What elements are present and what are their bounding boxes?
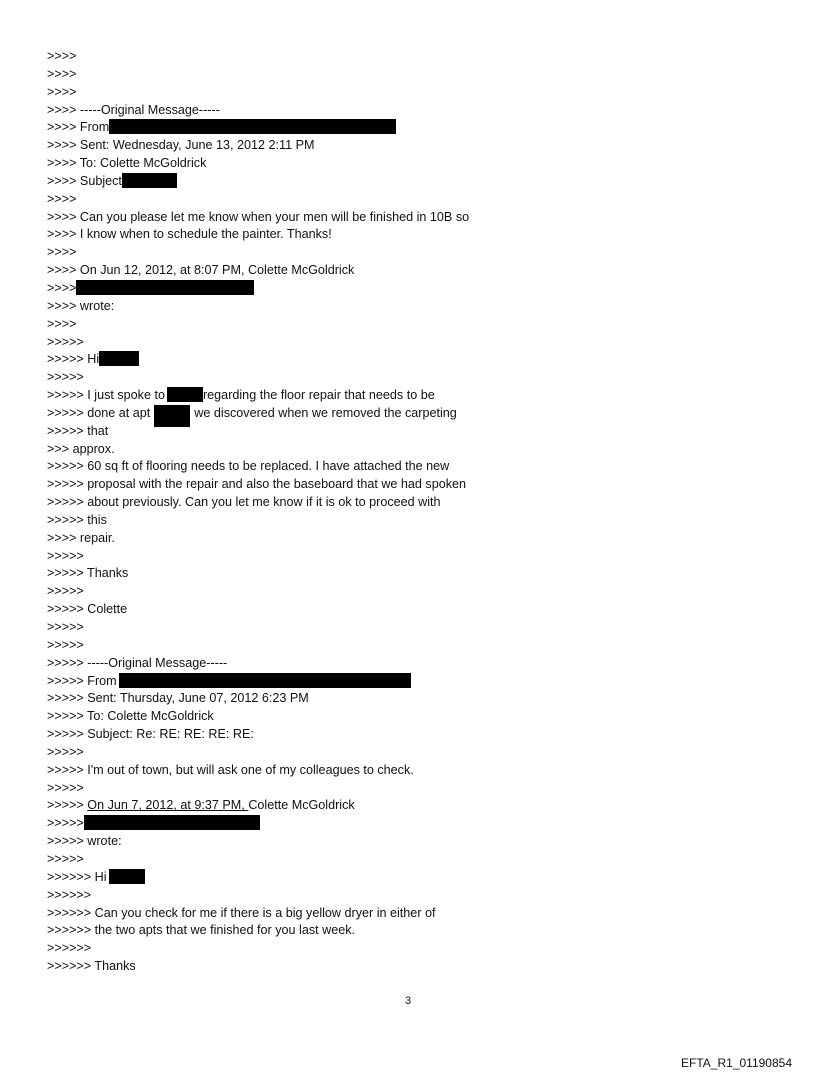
text-line: >>>>>	[47, 370, 84, 385]
text-line	[47, 173, 767, 191]
text-line: >>> approx.	[47, 441, 115, 456]
text-line: >>>>> I'm out of town, but will ask one of my colleagues to check.	[47, 762, 414, 777]
text-line: >>>>> wrote:	[47, 834, 122, 849]
redaction	[76, 280, 254, 295]
quote-prefix: >>>>>	[47, 816, 84, 831]
text-line: >>>>> this	[47, 512, 107, 527]
text-line: >>>>>>	[47, 941, 92, 956]
redaction	[99, 351, 139, 366]
text-fragment: we discovered when we removed the carpeting	[194, 405, 457, 420]
text-line: >>>>>	[47, 334, 84, 349]
text-line	[47, 815, 767, 833]
from-label: >>>>> From	[47, 673, 117, 688]
text-line: >>>>>> the two apts that we finished for you last week.	[47, 923, 356, 938]
redaction	[122, 173, 177, 188]
text-fragment: regarding the floor repair that needs to be	[202, 388, 435, 403]
subject-label: >>>> Subject	[47, 173, 122, 188]
text-line: >>>>> -----Original Message-----	[47, 655, 228, 670]
text-line: >>>>	[47, 191, 77, 206]
text-line: >>>>>	[47, 548, 84, 563]
text-line: >>>>>> Thanks	[47, 959, 136, 974]
text-line: >>>>>	[47, 851, 84, 866]
text-line	[47, 869, 767, 887]
text-line: >>>>	[47, 316, 77, 331]
text-line	[47, 405, 767, 423]
text-line	[47, 351, 767, 369]
text-line: >>>>>	[47, 744, 84, 759]
document-id: EFTA_R1_01190854	[681, 1056, 792, 1070]
text-line: >>>>> that	[47, 423, 109, 438]
text-line: >>>>>	[47, 780, 84, 795]
text-line: >>>>	[47, 84, 77, 99]
text-line: >>>> wrote:	[47, 298, 115, 313]
text-fragment: Colette McGoldrick	[248, 798, 355, 813]
text-line: >>>>> To: Colette McGoldrick	[47, 709, 214, 724]
text-line: >>>>	[47, 49, 77, 63]
text-line: >>>>> Thanks	[47, 566, 129, 581]
text-line: >>>>> proposal with the repair and also the baseboard that we had spoken	[47, 477, 467, 492]
text-line: >>>> I know when to schedule the painter. Thanks!	[47, 227, 332, 242]
text-line: >>>>>> Can you check for me if there is a big yellow dryer in either of	[47, 905, 436, 920]
text-line	[47, 119, 767, 137]
text-line	[47, 280, 767, 298]
text-line: >>>>>	[47, 637, 84, 652]
text-line: >>>> -----Original Message-----	[47, 102, 220, 117]
greeting: >>>>>> Hi	[47, 869, 107, 884]
redaction	[167, 387, 203, 402]
text-fragment: >>>>> I just spoke to	[47, 388, 165, 403]
text-line: >>>>	[47, 66, 77, 81]
text-line: >>>>> about previously. Can you let me know if it is ok to proceed with	[47, 495, 441, 510]
text-line: >>>>> Sent: Thursday, June 07, 2012 6:23 PM	[47, 691, 309, 706]
text-line	[47, 387, 767, 405]
text-line: >>>> On Jun 12, 2012, at 8:07 PM, Colette McGoldrick	[47, 263, 355, 278]
quote-prefix: >>>>>	[47, 798, 88, 813]
underlined-text: On Jun 7, 2012, at 9:37 PM,	[87, 798, 249, 813]
text-line: >>>> Sent: Wednesday, June 13, 2012 2:11 PM	[47, 138, 315, 153]
redaction	[109, 869, 145, 884]
text-line: >>>> repair.	[47, 530, 115, 545]
text-line: >>>>> 60 sq ft of flooring needs to be replaced. I have attached the new	[47, 459, 450, 474]
text-line	[47, 797, 767, 815]
text-line: >>>>>	[47, 584, 84, 599]
from-label: >>>> From	[47, 120, 110, 135]
text-line: >>>>>	[47, 620, 84, 634]
page-number: 3	[404, 995, 412, 1007]
redaction	[84, 815, 260, 830]
text-line: >>>>> Colette	[47, 602, 128, 617]
text-fragment: >>>>> done at apt	[47, 405, 151, 420]
text-line	[47, 673, 767, 691]
quote-prefix: >>>>	[47, 280, 77, 295]
email-thread	[47, 48, 767, 976]
text-line: >>>>>>	[47, 887, 92, 902]
redaction	[119, 673, 411, 688]
text-line: >>>> To: Colette McGoldrick	[47, 156, 207, 171]
greeting: >>>>> Hi	[47, 352, 100, 367]
text-line: >>>>	[47, 245, 77, 260]
text-line: >>>>> Subject: Re: RE: RE: RE: RE:	[47, 727, 254, 742]
redaction	[109, 119, 396, 134]
text-line: >>>> Can you please let me know when your men will be finished in 10B so	[47, 209, 470, 224]
